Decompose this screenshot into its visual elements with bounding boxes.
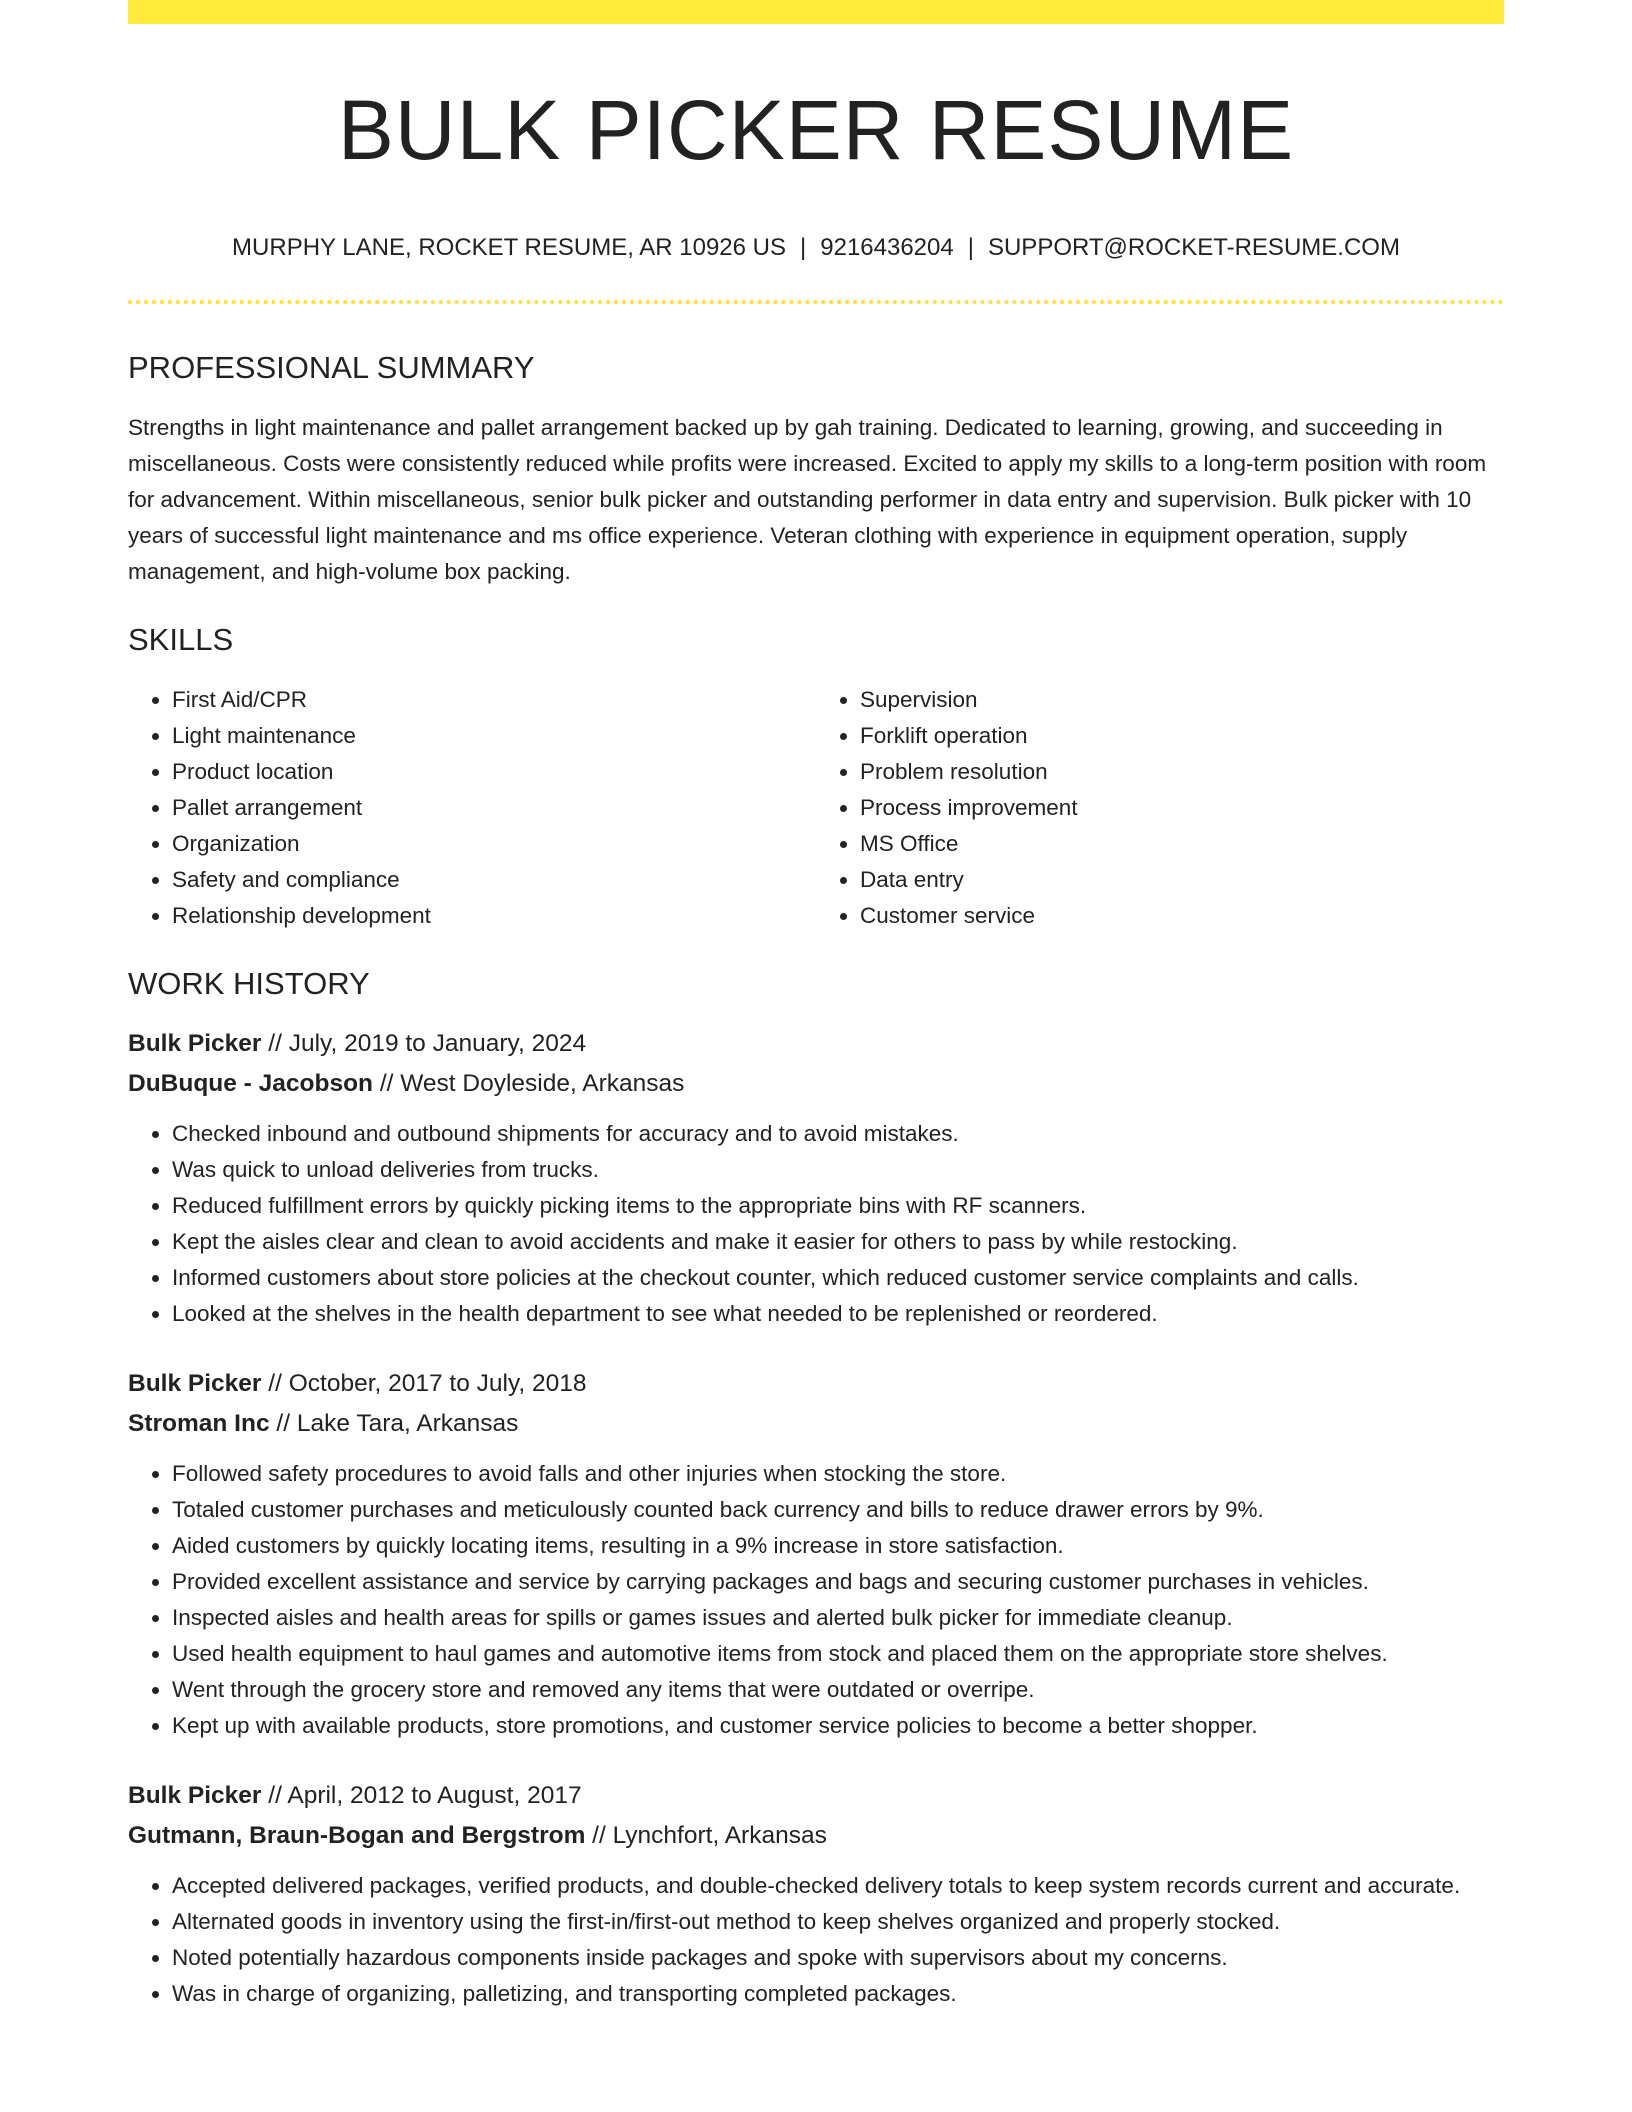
contact-separator: |	[800, 234, 807, 262]
resume-page	[128, 0, 1504, 2012]
job-bullet: • Kept up with available products, store promotions, and customer service policies to become a better shopper.	[172, 1708, 1504, 1744]
skill-item: • Pallet arrangement	[172, 790, 816, 826]
skill-item: • Organization	[172, 826, 816, 862]
job-bullet: • Provided excellent assistance and service by carrying packages and bags and securing customer purchases in vehicles.	[172, 1564, 1504, 1600]
job-title-line	[128, 1776, 1504, 1816]
summary-heading: PROFESSIONAL SUMMARY	[128, 350, 535, 386]
skill-item: • Customer service	[860, 898, 1504, 934]
skills-left-list	[128, 682, 816, 934]
job-entry	[128, 1024, 1504, 1332]
contact-phone: 9216436204	[820, 234, 954, 262]
job-location: // Lynchfort, Arkansas	[592, 1822, 827, 1850]
skill-item: • Product location	[172, 754, 816, 790]
contact-separator: |	[967, 234, 974, 262]
job-bullet: • Used health equipment to haul games and automotive items from stock and placed them on the appropriate store shelves.	[172, 1636, 1504, 1672]
job-dates: // July, 2019 to January, 2024	[268, 1030, 587, 1058]
skills-heading: SKILLS	[128, 622, 234, 658]
job-location: // Lake Tara, Arkansas	[276, 1410, 519, 1438]
resume-title: BULK PICKER RESUME	[337, 83, 1295, 177]
skill-item: • Light maintenance	[172, 718, 816, 754]
skill-item: • Problem resolution	[860, 754, 1504, 790]
job-bullet: • Was quick to unload deliveries from trucks.	[172, 1152, 1504, 1188]
job-bullet: • Noted potentially hazardous components inside packages and spoke with supervisors about my concerns.	[172, 1940, 1504, 1976]
job-bullet: • Alternated goods in inventory using the first-in/first-out method to keep shelves organized and properly stocked.	[172, 1904, 1504, 1940]
job-company-line	[128, 1064, 1504, 1104]
job-bullets	[128, 1116, 1504, 1332]
job-role: Bulk Picker	[128, 1030, 262, 1058]
job-company: Stroman Inc	[128, 1410, 270, 1438]
skill-item: • Data entry	[860, 862, 1504, 898]
job-bullet: • Looked at the shelves in the health department to see what needed to be replenished or reordered.	[172, 1296, 1504, 1332]
job-bullets	[128, 1456, 1504, 1744]
job-bullet: • Aided customers by quickly locating items, resulting in a 9% increase in store satisfaction.	[172, 1528, 1504, 1564]
job-bullet: • Went through the grocery store and removed any items that were outdated or overripe.	[172, 1672, 1504, 1708]
job-title-line	[128, 1364, 1504, 1404]
job-bullet: • Reduced fulfillment errors by quickly picking items to the appropriate bins with RF scanners.	[172, 1188, 1504, 1224]
skill-item: • MS Office	[860, 826, 1504, 862]
job-bullet: • Checked inbound and outbound shipments for accuracy and to avoid mistakes.	[172, 1116, 1504, 1152]
job-entry	[128, 1364, 1504, 1744]
work-history-heading: WORK HISTORY	[128, 966, 370, 1002]
dotted-divider	[128, 300, 1504, 304]
skill-item: • First Aid/CPR	[172, 682, 816, 718]
job-company-line	[128, 1816, 1504, 1856]
skill-item: • Process improvement	[860, 790, 1504, 826]
contact-email: SUPPORT@ROCKET-RESUME.COM	[987, 234, 1400, 262]
job-location: // West Doyleside, Arkansas	[379, 1070, 685, 1098]
skills-right-list	[816, 682, 1504, 934]
job-company-line	[128, 1404, 1504, 1444]
job-bullets	[128, 1868, 1504, 2012]
skill-item: • Relationship development	[172, 898, 816, 934]
summary-text: Strengths in light maintenance and pallet arrangement backed up by gah training. Dedicated to learning, growing, and succeeding in miscellaneous. Costs were consistently reduced while profits were increased. Excited to apply my skills to a long-term position with room for advancement. Within miscellaneous, senior bulk picker and outstanding performer in data entry and supervision. Bulk picker with 10 years of successful light maintenance and ms office experience. Veteran clothing with experience in equipment operation, supply management, and high-volume box packing.	[128, 415, 1487, 585]
job-bullet: • Kept the aisles clear and clean to avoid accidents and make it easier for others to pass by while restocking.	[172, 1224, 1504, 1260]
contact-line	[128, 232, 1504, 264]
job-bullet: • Followed safety procedures to avoid falls and other injuries when stocking the store.	[172, 1456, 1504, 1492]
skill-item: • Supervision	[860, 682, 1504, 718]
job-entry	[128, 1776, 1504, 2012]
job-title-line	[128, 1024, 1504, 1064]
job-dates: // April, 2012 to August, 2017	[268, 1782, 582, 1810]
skill-item: • Forklift operation	[860, 718, 1504, 754]
skill-item: • Safety and compliance	[172, 862, 816, 898]
job-role: Bulk Picker	[128, 1370, 262, 1398]
job-dates: // October, 2017 to July, 2018	[268, 1370, 587, 1398]
job-company: DuBuque - Jacobson	[128, 1070, 374, 1098]
accent-bar	[128, 0, 1504, 24]
job-bullet: • Inspected aisles and health areas for spills or games issues and alerted bulk picker for immediate cleanup.	[172, 1600, 1504, 1636]
job-bullet: • Accepted delivered packages, verified products, and double-checked delivery totals to keep system records current and accurate.	[172, 1868, 1504, 1904]
job-bullet: • Informed customers about store policies at the checkout counter, which reduced customer service complaints and calls.	[172, 1260, 1504, 1296]
contact-address: MURPHY LANE, ROCKET RESUME, AR 10926 US	[232, 234, 787, 262]
job-bullet: • Totaled customer purchases and meticulously counted back currency and bills to reduce drawer errors by 9%.	[172, 1492, 1504, 1528]
skills-grid	[128, 682, 1504, 934]
job-bullet: • Was in charge of organizing, palletizing, and transporting completed packages.	[172, 1976, 1504, 2012]
job-role: Bulk Picker	[128, 1782, 262, 1810]
job-company: Gutmann, Braun-Bogan and Bergstrom	[128, 1822, 586, 1850]
